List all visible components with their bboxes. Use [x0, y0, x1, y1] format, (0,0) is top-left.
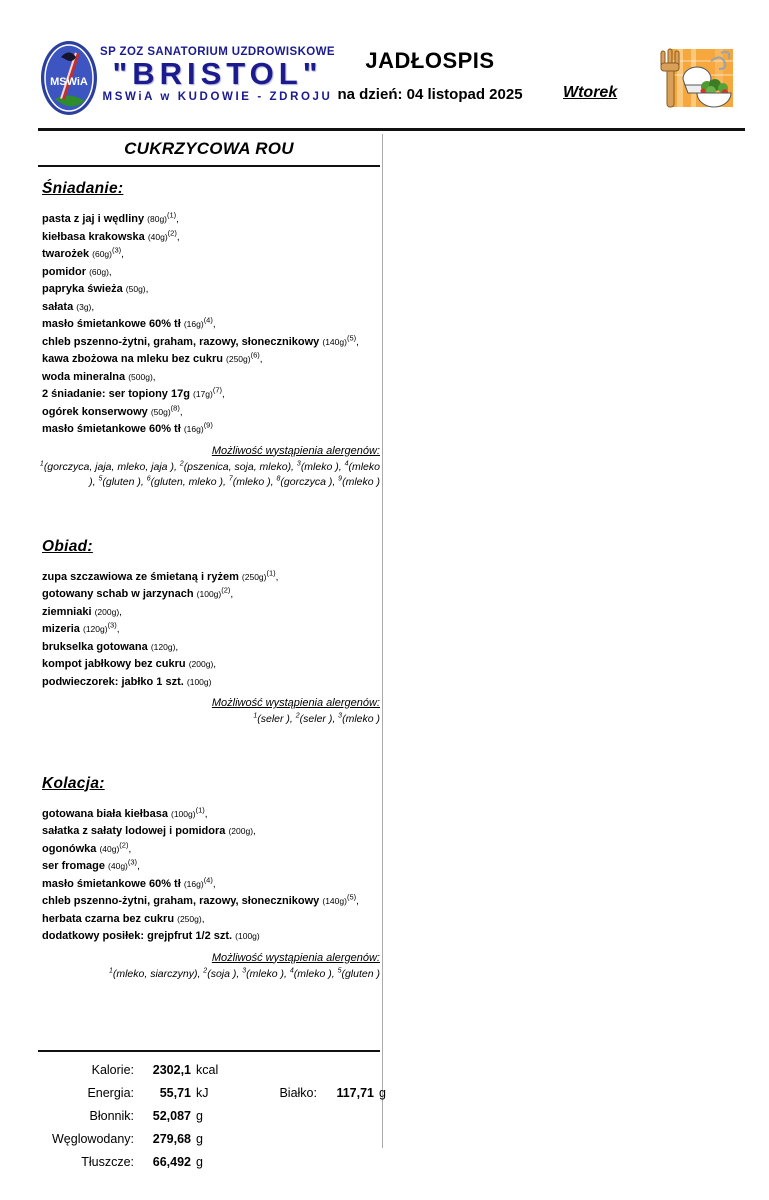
meal-items — [38, 806, 380, 945]
menu-item-weight: (50g) — [125, 284, 146, 294]
org-line1: SP ZOZ SANATORIUM UZDROWISKOWE — [100, 46, 335, 58]
menu-item-separator: , — [179, 406, 183, 418]
nutrition-value: 52,087 — [152, 1109, 191, 1123]
menu-item-weight: (500g) — [128, 371, 153, 382]
menu-item-footnote: (2) — [167, 227, 177, 237]
menu-item-name: masło śmietankowe 60% tł — [42, 877, 181, 890]
allergen-footnote-number: 9 — [338, 475, 343, 483]
logo-text-block — [100, 46, 335, 103]
nutrition-summary — [38, 1050, 386, 1174]
allergen-header: Możliwość wystąpienia alergenów: — [211, 951, 380, 964]
menu-item-name: ziemniaki — [42, 605, 92, 618]
menu-item — [42, 369, 380, 387]
allergen-footnote-number: 8 — [276, 475, 281, 483]
weekday-label: Wtorek — [563, 84, 618, 101]
menu-item-weight: (100g) — [235, 931, 260, 941]
meal-section — [38, 775, 380, 983]
menu-item — [42, 806, 380, 824]
menu-item-name: ogórek konserwowy — [42, 405, 148, 418]
meal-heading: Śniadanie: — [42, 180, 124, 197]
menu-item-weight: (100g) — [171, 808, 196, 819]
menu-item-weight: (60g) — [92, 249, 112, 259]
menu-item-footnote: (2) — [119, 839, 129, 849]
allergen-footnote-number: 7 — [228, 475, 233, 483]
menu-item-separator: , — [253, 826, 256, 837]
menu-item — [42, 893, 380, 911]
menu-item-weight: (16g) — [183, 319, 204, 329]
menu-item-weight: (140g) — [322, 336, 347, 347]
menu-item — [42, 229, 380, 247]
allergen-footnote-number: 1 — [253, 712, 258, 720]
allergen-list: $^1$(gorczyca, jaja, mleko, jaja ), $^2$(pszenica, soja, mleko), $^3$(mleko ), $^4$(mleko ), $^5$(gluten ), $^6$(gluten, mleko ), $^7$(mleko ), $^8$(gorczyca ), $^9$(mleko ) — [39, 460, 380, 488]
menu-item — [42, 316, 380, 334]
menu-item-separator: , — [116, 624, 120, 635]
nutrition-unit: g — [379, 1086, 386, 1100]
menu-item-footnote: (4) — [203, 874, 213, 884]
menu-item — [42, 264, 380, 282]
menu-item-separator: , — [222, 389, 225, 400]
nutrition-value: 55,71 — [159, 1086, 191, 1100]
nutrition-unit: kJ — [196, 1086, 209, 1100]
menu-item-separator: , — [212, 878, 216, 890]
menu-item-weight: (16g) — [183, 878, 204, 889]
menu-item-footnote: (1) — [167, 210, 177, 220]
menu-date: na dzień: 04 listopad 2025 — [337, 86, 523, 103]
menu-item-weight: (200g) — [188, 659, 214, 669]
nutrition-label: Energia: — [87, 1086, 134, 1100]
allergen-footnote-number: 5 — [98, 475, 103, 483]
menu-item — [42, 858, 380, 876]
menu-item-separator: , — [213, 659, 217, 670]
allergen-block — [38, 948, 380, 983]
nutrition-table — [38, 1059, 386, 1174]
nutrition-label: Kalorie: — [91, 1063, 134, 1077]
document-title-block — [320, 48, 540, 103]
menu-item — [42, 299, 380, 317]
menu-column — [38, 134, 380, 982]
menu-item-name: mizeria — [42, 623, 80, 635]
menu-item-weight: (40g) — [99, 843, 120, 854]
menu-item-name: 2 śniadanie: ser topiony 17g — [42, 388, 190, 400]
nutrition-value: 117,71 — [336, 1086, 374, 1100]
menu-item-separator: , — [201, 913, 205, 925]
menu-item-separator: , — [137, 861, 140, 872]
meal-section — [38, 538, 380, 728]
allergen-footnote-number: 5 — [337, 967, 342, 974]
org-name: "BRISTOL" — [112, 56, 323, 91]
menu-item-separator: , — [91, 301, 95, 313]
nutrition-row — [38, 1128, 380, 1151]
nutrition-value: 2302,1 — [152, 1063, 191, 1077]
allergen-list: $^1$(mleko, siarczyny), $^2$(soja ), $^3$(mleko ), $^4$(mleko ), $^5$(gluten ) — [108, 967, 380, 980]
menu-item-footnote: (2) — [221, 585, 231, 595]
allergen-header: Możliwość wystąpienia alergenów: — [211, 444, 380, 457]
menu-item-weight: (200g) — [228, 826, 254, 836]
menu-item-name: podwieczorek: jabłko 1 szt. — [42, 675, 184, 688]
menu-item-weight: (60g) — [89, 266, 109, 277]
column-divider-line — [382, 134, 383, 1148]
menu-item-name: kompot jabłkowy bez cukru — [42, 658, 186, 670]
menu-item-name: kiełbasa krakowska — [42, 230, 145, 243]
menu-item-separator: , — [145, 284, 149, 295]
menu-item-separator: , — [275, 571, 279, 583]
meal-clipart-icon — [655, 45, 739, 115]
menu-item-name: gotowany schab w jarzynach — [42, 588, 194, 600]
menu-item-separator: , — [204, 808, 208, 820]
nutrition-row — [38, 1059, 380, 1082]
allergen-footnote-number: 2 — [203, 967, 208, 974]
sanatorium-logo — [40, 40, 335, 116]
menu-item-footnote: (8) — [170, 402, 180, 412]
nutrition-unit: kcal — [196, 1063, 219, 1077]
allergen-list: $^1$(seler ), $^2$(seler ), $^3$(mleko ) — [253, 712, 380, 725]
menu-item-separator: , — [356, 896, 359, 907]
meals-container — [38, 180, 380, 982]
menu-item — [42, 586, 380, 604]
menu-item-weight: (40g) — [108, 861, 128, 871]
menu-item — [42, 386, 380, 404]
allergen-footnote-number: 2 — [295, 712, 300, 720]
meal-items — [38, 211, 380, 438]
menu-item — [42, 639, 380, 657]
menu-item-separator: , — [108, 266, 112, 278]
menu-item-footnote: (7) — [212, 385, 223, 395]
menu-item-name: gotowana biała kiełbasa — [42, 807, 168, 820]
allergen-footnote-number: 3 — [338, 712, 343, 720]
menu-item — [42, 281, 380, 299]
menu-item-weight: (250g) — [177, 913, 202, 924]
menu-item-name: pasta z jaj i wędliny — [42, 213, 145, 225]
menu-item-footnote: (9) — [203, 420, 213, 430]
allergen-footnote-number: 4 — [289, 967, 294, 974]
nutrition-row — [38, 1151, 380, 1174]
menu-item-separator: , — [259, 354, 263, 365]
menu-item — [42, 334, 380, 352]
menu-item — [42, 841, 380, 859]
menu-item-separator: , — [128, 843, 132, 855]
menu-item-footnote: (3) — [127, 857, 138, 867]
nutrition-row — [38, 1105, 380, 1128]
menu-item-weight: (250g) — [226, 354, 251, 364]
allergen-block — [38, 693, 380, 728]
menu-item-name: herbata czarna bez cukru — [42, 912, 175, 925]
menu-item-footnote: (1) — [266, 567, 276, 577]
menu-item-name: sałata — [42, 300, 74, 313]
menu-item-name: chleb pszenno-żytni, graham, razowy, słonecznikowy — [42, 335, 320, 348]
allergen-footnote-number: 6 — [146, 475, 151, 483]
nutrition-label: Węglowodany: — [52, 1132, 134, 1146]
menu-item-footnote: (5) — [346, 892, 357, 902]
menu-item — [42, 211, 380, 229]
menu-item-weight: (140g) — [322, 896, 347, 906]
logo-mswia-text: MSWiA — [50, 76, 88, 88]
menu-item — [42, 246, 380, 264]
menu-item-separator: , — [176, 214, 179, 225]
menu-item — [42, 823, 380, 841]
menu-item-separator: , — [356, 336, 359, 348]
menu-item-name: pomidor — [42, 265, 86, 278]
menu-item — [42, 928, 380, 945]
allergen-footnote-number: 3 — [296, 460, 301, 467]
menu-item-separator: , — [176, 231, 180, 243]
allergen-footnote-number: 4 — [344, 460, 349, 467]
diet-title-rule — [38, 165, 380, 167]
menu-item — [42, 604, 380, 622]
menu-item-weight: (17g) — [193, 389, 213, 399]
menu-item — [42, 621, 380, 639]
menu-item-weight: (100g) — [196, 589, 222, 599]
menu-item-weight: (50g) — [150, 406, 171, 417]
menu-item-weight: (40g) — [147, 231, 168, 242]
meal-section — [38, 180, 380, 491]
menu-item-weight: (80g) — [147, 214, 167, 224]
menu-item-name: chleb pszenno-żytni, graham, razowy, słonecznikowy — [42, 895, 320, 907]
menu-item-name: masło śmietankowe 60% tł — [42, 318, 181, 330]
menu-item-weight: (100g) — [186, 676, 212, 687]
menu-item-separator: , — [230, 589, 234, 600]
menu-item — [42, 911, 380, 929]
menu-item-footnote: (5) — [346, 332, 357, 342]
meal-heading: Obiad: — [42, 537, 93, 555]
menu-item-footnote: (3) — [111, 245, 122, 255]
menu-item-weight: (200g) — [94, 606, 120, 617]
menu-item-separator: , — [175, 641, 179, 653]
menu-item — [42, 421, 380, 438]
allergen-footnote-number: 1 — [39, 460, 44, 467]
menu-item-footnote: (3) — [107, 620, 117, 630]
menu-item-separator: , — [152, 371, 156, 383]
nutrition-unit: g — [196, 1155, 203, 1169]
menu-item-weight: (120g) — [82, 624, 108, 634]
allergen-footnote-number: 1 — [108, 967, 113, 974]
menu-item-footnote: (1) — [195, 804, 205, 814]
nutrition-label: Tłuszcze: — [81, 1155, 134, 1169]
allergen-header: Możliwość wystąpienia alergenów: — [211, 697, 380, 709]
meal-items — [38, 569, 380, 691]
menu-item-weight: (120g) — [150, 641, 176, 652]
nutrition-unit: g — [196, 1109, 203, 1123]
menu-item — [42, 351, 380, 369]
menu-item-separator: , — [212, 319, 216, 330]
menu-item-name: dodatkowy posiłek: grejpfrut 1/2 szt. — [42, 930, 233, 942]
nutrition-label: Białko: — [279, 1086, 317, 1100]
menu-item — [42, 656, 380, 674]
page-title: JADŁOSPIS — [365, 48, 495, 73]
menu-item-name: woda mineralna — [42, 370, 126, 383]
header-divider-rule — [38, 128, 745, 131]
menu-item — [42, 674, 380, 691]
mswia-badge-icon — [40, 40, 98, 116]
org-line2: MSWiA w KUDOWIE - ZDROJU — [102, 90, 333, 103]
menu-item-name: masło śmietankowe 60% tł — [42, 423, 181, 435]
menu-item-name: kawa zbożowa na mleku bez cukru — [42, 353, 223, 365]
menu-item-weight: (250g) — [241, 571, 267, 582]
nutrition-row — [38, 1082, 386, 1105]
nutrition-value: 66,492 — [152, 1155, 191, 1169]
menu-item-footnote: (6) — [250, 350, 260, 360]
menu-item-name: zupa szczawiowa ze śmietaną i ryżem — [42, 570, 239, 583]
meal-heading: Kolacja: — [42, 774, 105, 792]
menu-item-name: twarożek — [42, 248, 90, 260]
menu-item-name: ogonówka — [42, 842, 97, 855]
allergen-footnote-number: 3 — [242, 967, 247, 974]
menu-item-weight: (16g) — [183, 424, 204, 434]
menu-item-weight: (3g) — [76, 301, 92, 312]
menu-item-name: ser fromage — [42, 860, 105, 872]
allergen-block — [38, 441, 380, 491]
menu-item-separator: , — [119, 606, 122, 618]
menu-item-name: brukselka gotowana — [42, 640, 148, 653]
allergen-footnote-number: 2 — [179, 460, 184, 467]
menu-item — [42, 404, 380, 422]
menu-item-name: papryka świeża — [42, 283, 123, 295]
menu-item-name: sałatka z sałaty lodowej i pomidora — [42, 825, 226, 837]
menu-item — [42, 569, 380, 587]
menu-item-footnote: (4) — [203, 315, 213, 325]
menu-item-separator: , — [121, 249, 124, 260]
diet-title: CUKRZYCOWA ROU — [124, 139, 294, 158]
nutrition-label: Błonnik: — [89, 1109, 134, 1123]
nutrition-value: 279,68 — [152, 1132, 191, 1146]
nutrition-unit: g — [196, 1132, 203, 1146]
menu-item — [42, 876, 380, 894]
